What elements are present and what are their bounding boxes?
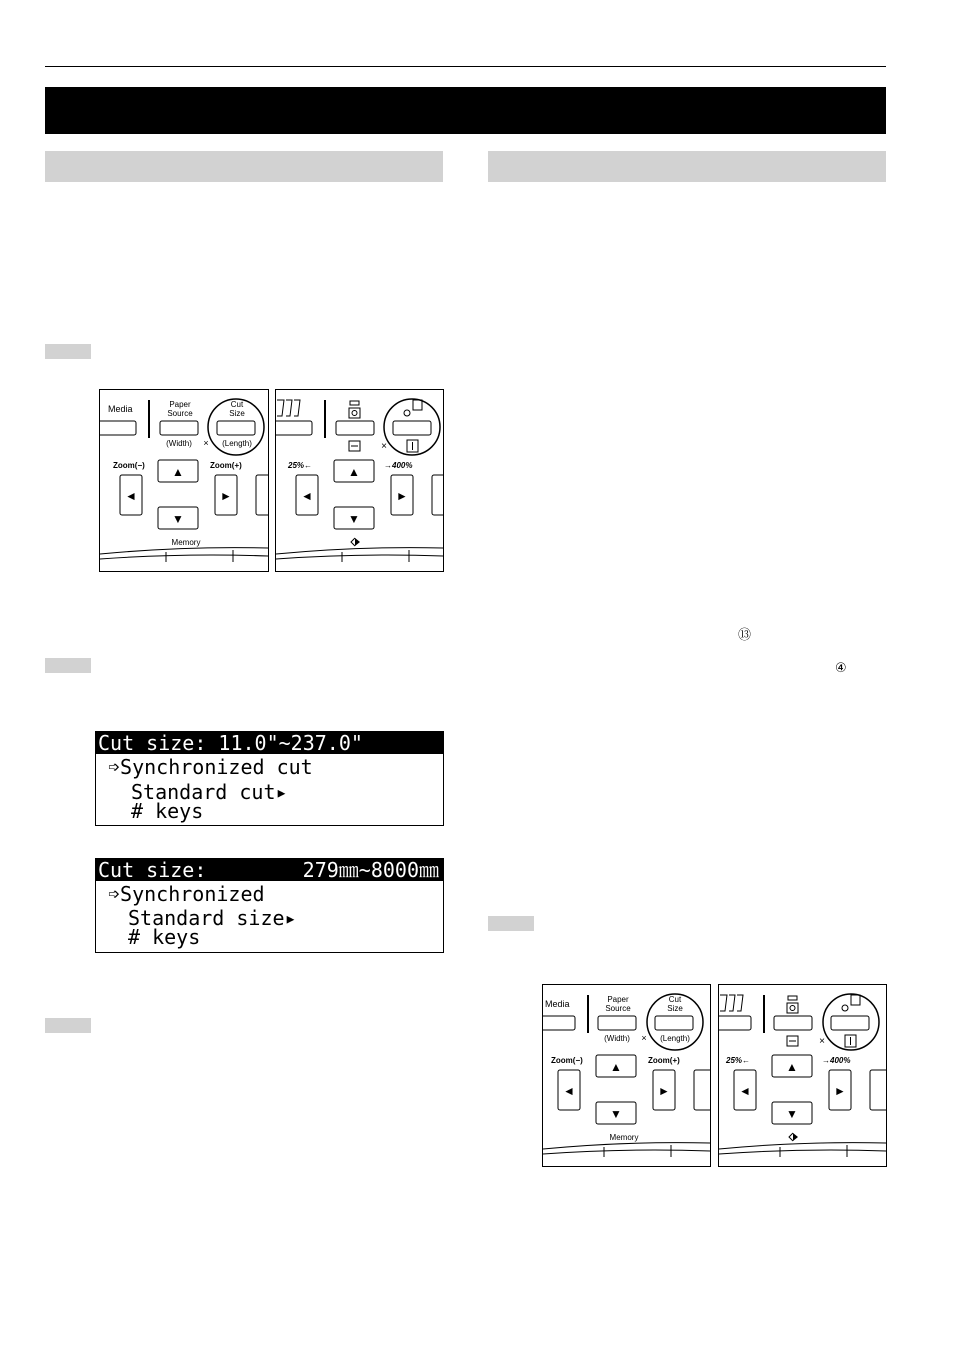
lcd-option-synchronized: ➩Synchronized: [108, 882, 265, 906]
step-2-tab: [45, 658, 91, 673]
step-3-tab: [45, 1018, 91, 1033]
memory-icon: [793, 1133, 798, 1141]
original-size-icon: [277, 400, 300, 416]
svg-text:→400%: →400%: [384, 461, 413, 470]
svg-text:▲: ▲: [610, 1060, 622, 1074]
step-1-tab: [45, 344, 91, 359]
control-panel-inch: [99, 389, 269, 572]
svg-text:Size: Size: [667, 1004, 683, 1013]
svg-text:▼: ▼: [172, 512, 184, 526]
svg-text:×: ×: [203, 438, 209, 448]
media-label: Media: [108, 404, 133, 414]
paper-source-key[interactable]: [774, 1016, 812, 1030]
svg-text:►: ►: [834, 1084, 846, 1098]
svg-text:(Width): (Width): [604, 1034, 630, 1043]
cut-size-key[interactable]: [655, 1016, 693, 1030]
svg-text:Zoom(+): Zoom(+): [210, 461, 242, 470]
svg-text:25%←: 25%←: [288, 461, 313, 470]
svg-text:▲: ▲: [348, 465, 360, 479]
svg-text:→400%: →400%: [822, 1056, 851, 1065]
lcd-display-inch: [95, 731, 444, 826]
paper-source-key[interactable]: [336, 421, 374, 435]
callout-4: ④: [835, 661, 847, 676]
step-right-1-tab: [488, 916, 534, 931]
svg-text:▲: ▲: [786, 1060, 798, 1074]
paper-source-key[interactable]: [160, 421, 198, 435]
paper-source-key[interactable]: [598, 1016, 636, 1030]
svg-text:▼: ▼: [348, 512, 360, 526]
svg-text:Size: Size: [229, 409, 245, 418]
cut-size-icon: [404, 410, 410, 416]
svg-text:×: ×: [819, 1036, 825, 1047]
svg-text:◄: ◄: [301, 489, 313, 503]
svg-text:Source: Source: [605, 1004, 631, 1013]
svg-text:▼: ▼: [610, 1107, 622, 1121]
lcd-header: Cut size: 279㎜~8000㎜: [96, 859, 443, 881]
svg-text:(Length): (Length): [660, 1034, 690, 1043]
svg-text:Cut: Cut: [230, 400, 244, 409]
cut-size-key[interactable]: [217, 421, 255, 435]
svg-text:(Width): (Width): [166, 439, 192, 448]
lcd-display-mm: [95, 858, 444, 953]
svg-text:►: ►: [658, 1084, 670, 1098]
svg-text:Paper: Paper: [169, 400, 191, 409]
lcd-option-synchronized: ➩Synchronized cut: [108, 755, 313, 779]
svg-text:Paper: Paper: [607, 995, 629, 1004]
svg-text:Cut: Cut: [668, 995, 682, 1004]
svg-text:Media: Media: [545, 999, 570, 1009]
section-bar-right: [488, 151, 886, 182]
svg-text:▼: ▼: [786, 1107, 798, 1121]
svg-text:×: ×: [381, 441, 387, 452]
header-rule: [45, 66, 886, 67]
svg-text:25%←: 25%←: [726, 1056, 751, 1065]
svg-text:◄: ◄: [739, 1084, 751, 1098]
memory-icon: [355, 538, 360, 546]
lcd-option-standard: Standard cut▸: [131, 780, 288, 804]
svg-text:Zoom(−): Zoom(−): [551, 1056, 583, 1065]
svg-text:Zoom(−): Zoom(−): [113, 461, 145, 470]
svg-text:◄: ◄: [563, 1084, 575, 1098]
cut-size-icon: [842, 1005, 848, 1011]
svg-text:Zoom(+): Zoom(+): [648, 1056, 680, 1065]
lcd-option-keys: # keys: [128, 925, 201, 949]
svg-text:Source: Source: [167, 409, 193, 418]
cut-size-key[interactable]: [831, 1016, 869, 1030]
chapter-title-bar: [45, 87, 886, 134]
svg-text:(Length): (Length): [222, 439, 252, 448]
paper-source-icon: [788, 996, 797, 1000]
media-key[interactable]: [543, 1016, 575, 1030]
svg-text:►: ►: [396, 489, 408, 503]
svg-text:▲: ▲: [172, 465, 184, 479]
cut-size-key[interactable]: [393, 421, 431, 435]
lcd-range: 279㎜~8000㎜: [302, 858, 439, 882]
paper-source-icon: [350, 401, 359, 405]
svg-text:◄: ◄: [125, 489, 137, 503]
control-panel-symbol: [275, 389, 444, 572]
original-size-icon: [720, 995, 743, 1011]
svg-text:Memory: Memory: [171, 538, 201, 547]
svg-text:Memory: Memory: [609, 1133, 639, 1142]
lcd-option-keys: # keys: [131, 799, 204, 823]
control-panel-symbol-right: [718, 984, 887, 1167]
lcd-header: Cut size: 11.0"~237.0": [96, 732, 443, 754]
callout-13: ⑬: [738, 628, 752, 643]
media-key[interactable]: [100, 421, 136, 435]
svg-text:►: ►: [220, 489, 232, 503]
svg-text:×: ×: [641, 1033, 647, 1043]
lcd-option-standard: Standard size▸: [128, 906, 297, 930]
control-panel-inch-right: [542, 984, 711, 1167]
section-bar-left: [45, 151, 443, 182]
